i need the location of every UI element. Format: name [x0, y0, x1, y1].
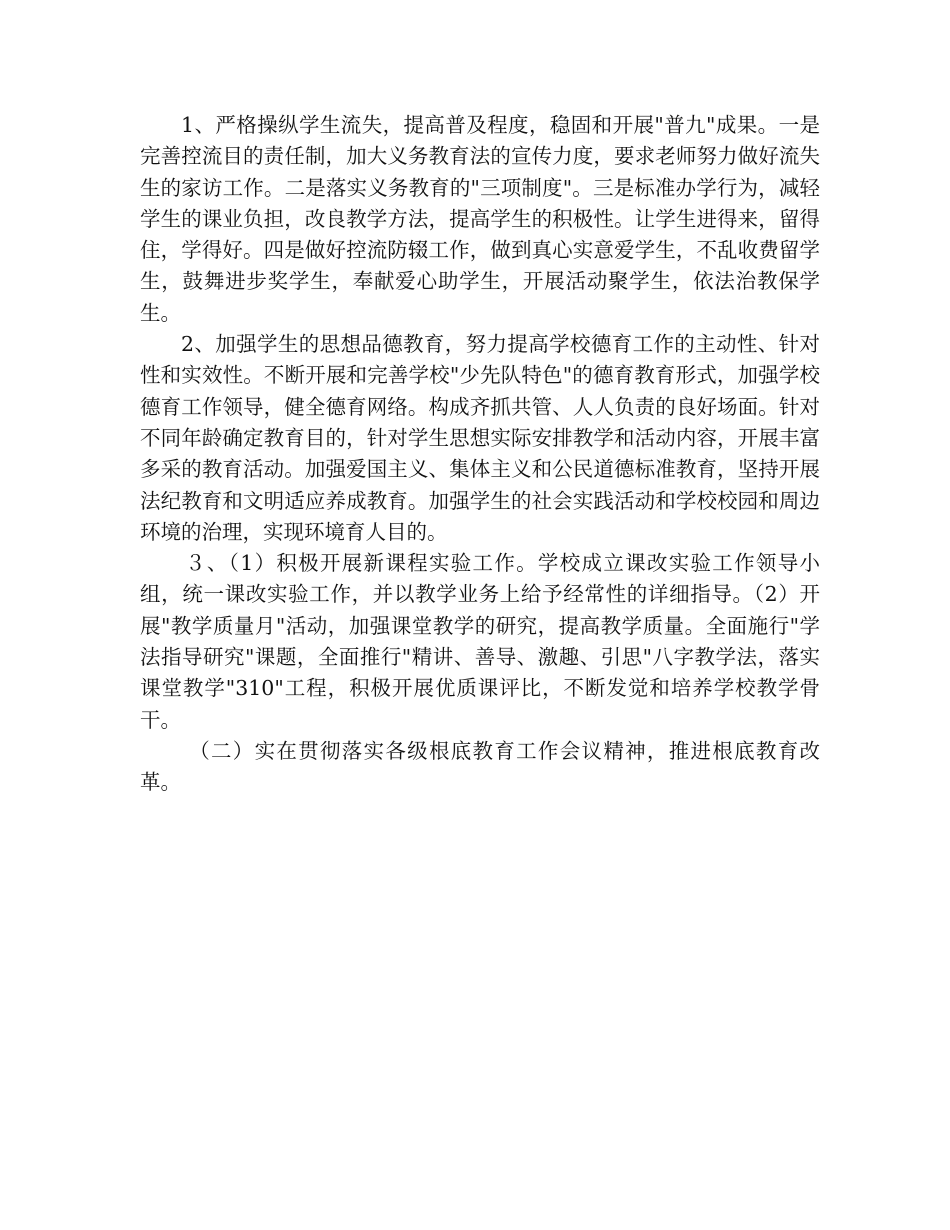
- paragraph-2: 2、加强学生的思想品德教育，努力提高学校德育工作的主动性、针对性和实效性。不断开展和完善学校"少先队特色"的德育教育形式，加强学校德育工作领导，健全德育网络。构成齐抓共管、人人负责的良好场面。针对不同年龄确定教育目的，针对学生思想实际安排教学和活动内容，开展丰富多采的教育活动。加强爱国主义、集体主义和公民道德标准教育，坚持开展法纪教育和文明适应养成教育。加强学生的社会实践活动和学校校园和周边环境的治理，实现环境育人目的。: [140, 332, 820, 544]
- paragraph-1: 1、严格操纵学生流失，提高普及程度，稳固和开展"普九"成果。一是完善控流目的责任制，加大义务教育法的宣传力度，要求老师努力做好流失生的家访工作。二是落实义务教育的"三项制度"。三是标准办学行为，减轻学生的课业负担，改良教学方法，提高学生的积极性。让学生进得来，留得住，学得好。四是做好控流防辍工作，做到真心实意爱学生，不乱收费留学生，鼓舞进步奖学生，奉献爱心助学生，开展活动聚学生，依法治教保学生。: [140, 113, 820, 325]
- document-body: [140, 110, 820, 799]
- paragraph-4: （二）实在贯彻落实各级根底教育工作会议精神，推进根底教育改革。: [140, 738, 820, 795]
- paragraph-3: ３、（1）积极开展新课程实验工作。学校成立课改实验工作领导小组，统一课改实验工作，并以教学业务上给予经常性的详细指导。（2）开展"教学质量月"活动，加强课堂教学的研究，提高教学质量。全面施行"学法指导研究"课题，全面推行"精讲、善导、激趣、引思"八字教学法，落实课堂教学"310"工程，积极开展优质课评比，不断发觉和培养学校教学骨干。: [140, 551, 820, 732]
